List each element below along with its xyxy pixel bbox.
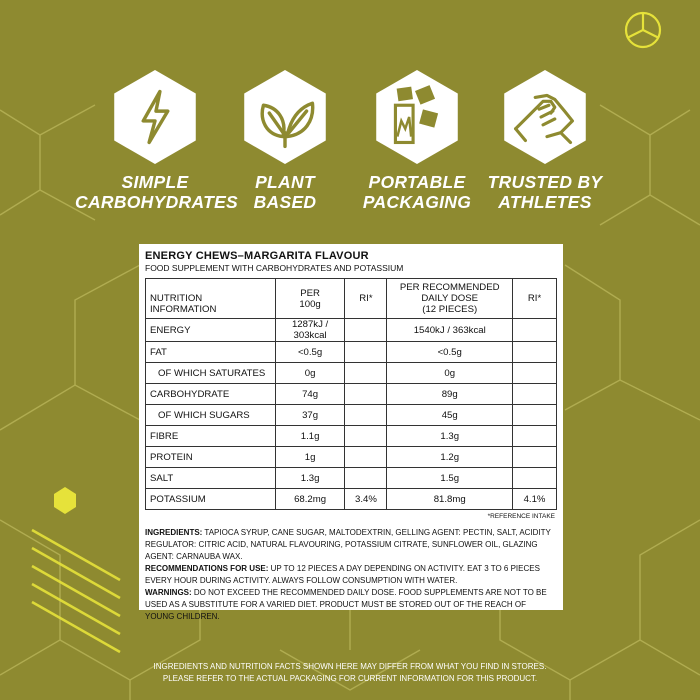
ri-per-100g <box>345 319 387 342</box>
warnings-text: DO NOT EXCEED THE RECOMMENDED DAILY DOSE. FOOD SUPPLEMENTS ARE NOT TO BE USED AS A SUBSTITUTE FOR A VARIED DIET. PRODUCT MUST BE STORED OUT OF THE REACH OF YOUNG CHILDREN. <box>145 588 547 621</box>
nutrient-name: FIBRE <box>146 426 276 447</box>
ri-per-dose <box>513 363 557 384</box>
ri-per-dose <box>513 405 557 426</box>
reference-intake-footnote: *REFERENCE INTAKE <box>487 513 555 520</box>
value-per-100g: 1.3g <box>275 468 345 489</box>
nutrient-name: OF WHICH SUGARS <box>146 405 276 426</box>
value-per-100g: 74g <box>275 384 345 405</box>
feature-label-portable-packaging: PORTABLE PACKAGING <box>362 172 472 212</box>
nutrient-name: ENERGY <box>146 319 276 342</box>
ri-per-100g <box>345 468 387 489</box>
value-per-dose: 1540kJ / 363kcal <box>387 319 513 342</box>
nutrient-name: SALT <box>146 468 276 489</box>
trusted-by-athletes-badge <box>496 68 594 166</box>
feature-label-plant-based: PLANT BASED <box>253 172 317 212</box>
value-per-dose: 89g <box>387 384 513 405</box>
nutrient-name: POTASSIUM <box>146 489 276 510</box>
ri-per-100g <box>345 426 387 447</box>
table-row <box>146 426 557 447</box>
ingredients-paragraph <box>145 527 557 563</box>
table-row <box>146 405 557 426</box>
product-title: ENERGY CHEWS–MARGARITA FLAVOUR <box>145 250 369 262</box>
header-per-100g: PER 100g <box>275 279 345 319</box>
recommendations-text: UP TO 12 PIECES A DAY DEPENDING ON ACTIVITY. EAT 3 TO 6 PIECES EVERY HOUR DURING ACTIVITY. ALWAYS FOLLOW CONSUMPTION WITH WATER. <box>145 564 540 585</box>
header-nutrient: NUTRITION INFORMATION <box>146 279 276 319</box>
table-row <box>146 489 557 510</box>
small-hexagon-icon <box>54 487 76 514</box>
warnings-paragraph <box>145 587 557 623</box>
ri-per-100g <box>345 363 387 384</box>
product-info <box>145 527 557 623</box>
packaging-disclaimer: INGREDIENTS AND NUTRITION FACTS SHOWN HERE MAY DIFFER FROM WHAT YOU FIND IN STORES. PLEASE REFER TO THE ACTUAL PACKAGING FOR CURRENT INFORMATION FOR THIS PRODUCT. <box>153 662 547 683</box>
nutrient-name: OF WHICH SATURATES <box>146 363 276 384</box>
value-per-100g: 68.2mg <box>275 489 345 510</box>
table-header-row <box>146 279 557 319</box>
ri-per-dose <box>513 468 557 489</box>
table-row <box>146 468 557 489</box>
ri-per-dose <box>513 319 557 342</box>
nutrition-table <box>145 278 557 510</box>
table-row <box>146 384 557 405</box>
portable-packaging-badge <box>368 68 466 166</box>
value-per-dose: 1.5g <box>387 468 513 489</box>
nutrient-name: FAT <box>146 342 276 363</box>
ri-per-dose <box>513 426 557 447</box>
value-per-100g: 37g <box>275 405 345 426</box>
nutrient-name: PROTEIN <box>146 447 276 468</box>
ri-per-dose: 4.1% <box>513 489 557 510</box>
value-per-100g: <0.5g <box>275 342 345 363</box>
value-per-dose: 0g <box>387 363 513 384</box>
value-per-dose: 81.8mg <box>387 489 513 510</box>
ri-per-100g <box>345 447 387 468</box>
ri-per-dose <box>513 447 557 468</box>
value-per-100g: 1287kJ / 303kcal <box>275 319 345 342</box>
recommendations-label: RECOMMENDATIONS FOR USE: <box>145 564 269 573</box>
ri-per-100g <box>345 405 387 426</box>
feature-label-simple-carbohydrates: SIMPLE CARBOHYDRATES <box>75 172 239 212</box>
table-row <box>146 447 557 468</box>
header-ri: RI* <box>345 279 387 319</box>
value-per-dose: 1.3g <box>387 426 513 447</box>
value-per-dose: 45g <box>387 405 513 426</box>
value-per-100g: 0g <box>275 363 345 384</box>
nutrition-panel <box>139 244 563 621</box>
ri-per-dose <box>513 342 557 363</box>
recommendations-paragraph <box>145 563 557 587</box>
plant-based-badge <box>236 68 334 166</box>
nutrient-name: CARBOHYDRATE <box>146 384 276 405</box>
product-subtitle: FOOD SUPPLEMENT WITH CARBOHYDRATES AND POTASSIUM <box>145 263 404 273</box>
value-per-100g: 1g <box>275 447 345 468</box>
warnings-label: WARNINGS: <box>145 588 192 597</box>
table-row <box>146 342 557 363</box>
ri-per-100g: 3.4% <box>345 489 387 510</box>
value-per-dose: <0.5g <box>387 342 513 363</box>
header-per-daily-dose: PER RECOMMENDED DAILY DOSE (12 PIECES) <box>387 279 513 319</box>
table-row <box>146 363 557 384</box>
simple-carbohydrates-badge <box>106 68 204 166</box>
header-ri-dose: RI* <box>513 279 557 319</box>
feature-label-trusted-by-athletes: TRUSTED BY ATHLETES <box>487 172 603 212</box>
ri-per-100g <box>345 384 387 405</box>
ingredients-label: INGREDIENTS: <box>145 528 203 537</box>
value-per-dose: 1.2g <box>387 447 513 468</box>
ri-per-100g <box>345 342 387 363</box>
value-per-100g: 1.1g <box>275 426 345 447</box>
ri-per-dose <box>513 384 557 405</box>
ingredients-text: TAPIOCA SYRUP, CANE SUGAR, MALTODEXTRIN, GELLING AGENT: PECTIN, SALT, ACIDITY REGULATOR: CITRIC ACID, NATURAL FLAVOURING, POTASSIUM CITRATE, SUNFLOWER OIL, GLAZING AGENT: CARNAUBA WAX. <box>145 528 551 561</box>
table-row <box>146 319 557 342</box>
